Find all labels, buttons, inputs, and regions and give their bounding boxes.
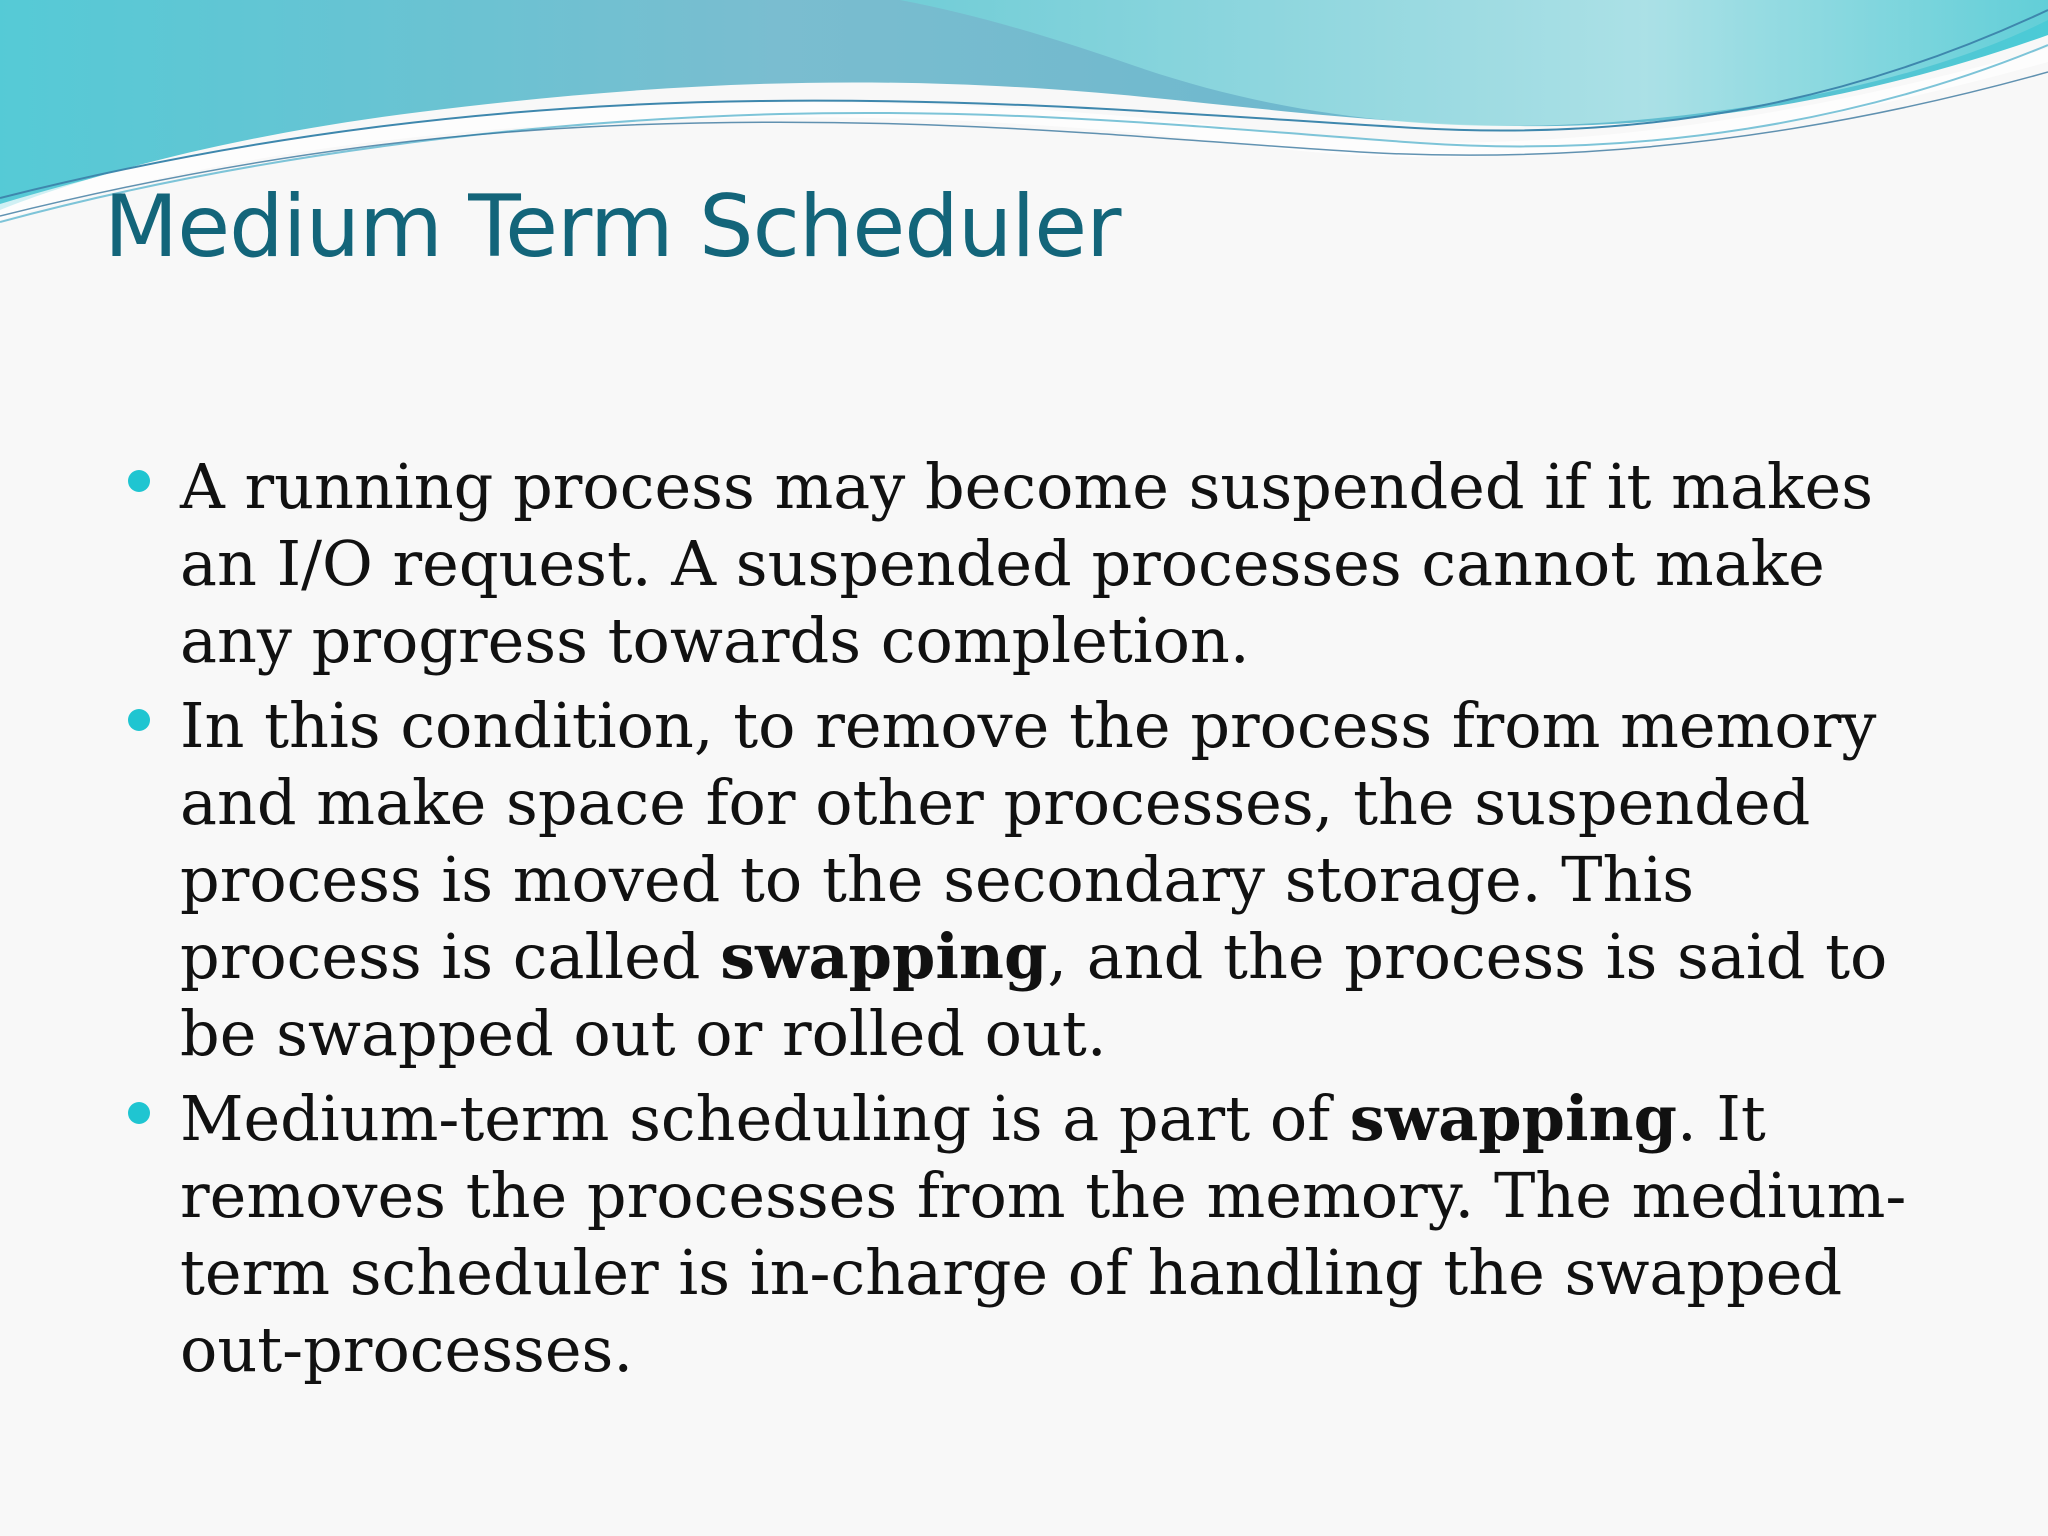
bold-term: swapping [1349, 1082, 1677, 1155]
bullet-dot-icon [128, 1102, 150, 1124]
bullet-list [128, 448, 1928, 1396]
bullet-dot-icon [128, 470, 150, 492]
bullet-text-before: Medium-term scheduling is a part of [180, 1082, 1350, 1155]
bullet-text-before: In this condition, to remove the process from memory and make space for other processes, the suspended process is moved to the secondary storage. This process is called [180, 689, 1877, 993]
bullet-item [128, 687, 1928, 1072]
slide-title: Medium Term Scheduler [104, 177, 1121, 277]
bullet-text-after: , and the process is said to be swapped out or rolled out. [180, 920, 1888, 1070]
bold-term: swapping [720, 920, 1048, 993]
bullet-text: A running process may become suspended if it makes an I/O request. A suspended processes cannot make any progress towards completion. [180, 450, 1874, 677]
bullet-dot-icon [128, 709, 150, 731]
bullet-item [128, 1080, 1928, 1388]
bullet-item [128, 448, 1928, 679]
bullet-text-after: . It removes the processes from the memory. The medium-term scheduler is in-charge of handling the swapped out-processes. [180, 1082, 1907, 1386]
